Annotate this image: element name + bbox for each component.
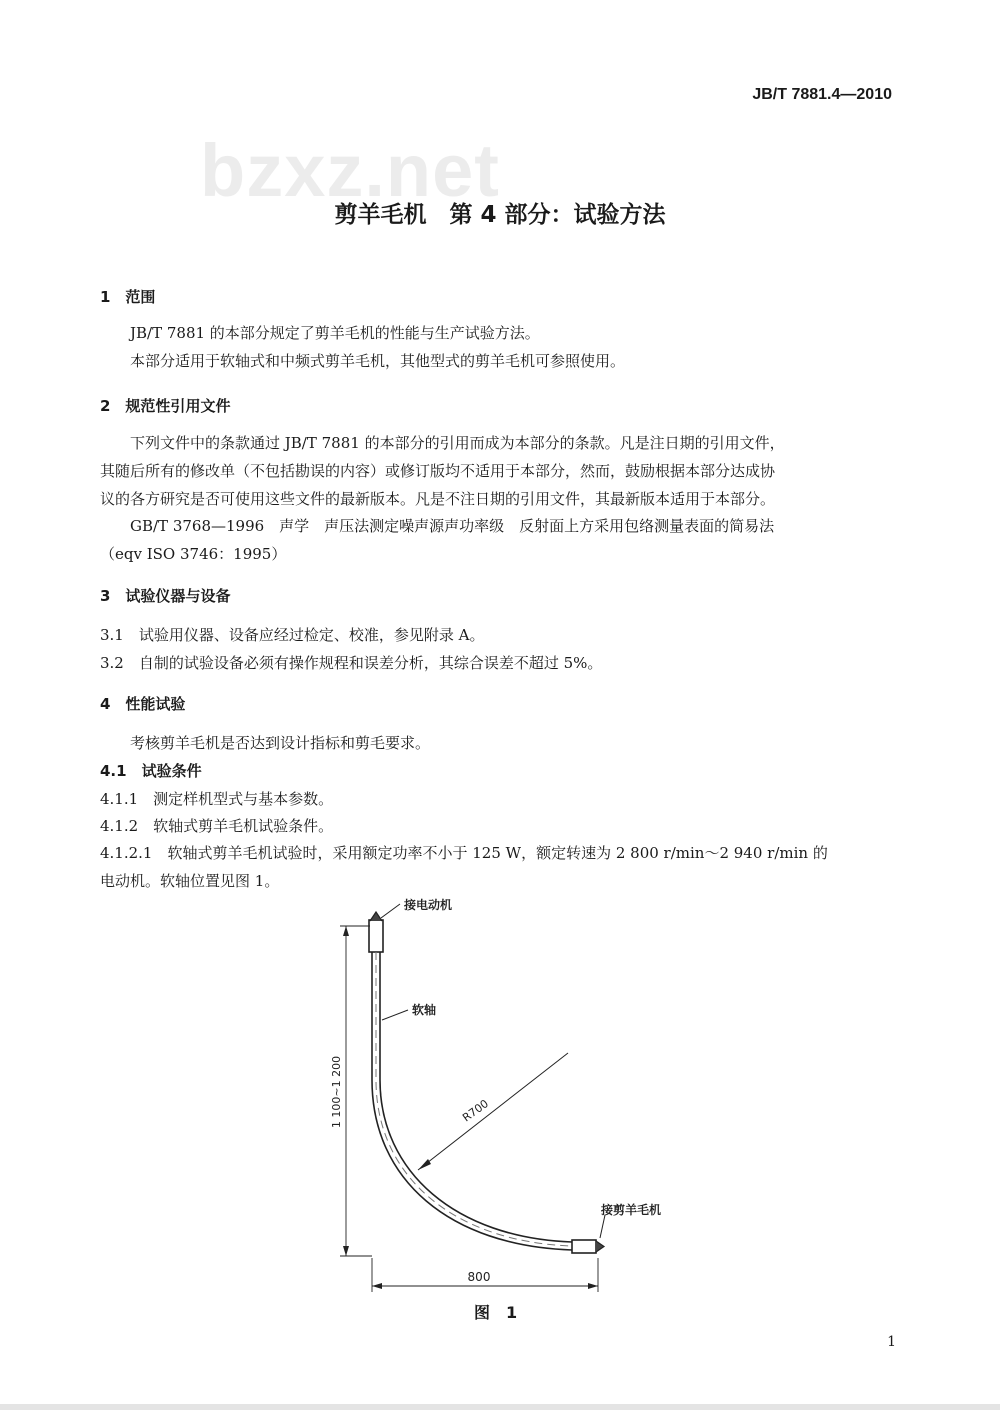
- width-arrow-right: [588, 1283, 598, 1289]
- section-1-paragraph: JB/T 7881 的本部分规定了剪羊毛机的性能与生产试验方法。: [130, 324, 540, 342]
- radius-label: R700: [460, 1097, 491, 1125]
- flexible-shaft-inner: [380, 952, 572, 1242]
- clause-3-1: 3.1 试验用仪器、设备应经过检定、校准，参见附录 A。: [100, 626, 485, 644]
- section-1-paragraph: 本部分适用于软轴式和中频式剪羊毛机，其他型式的剪羊毛机可参照使用。: [130, 352, 626, 370]
- clause-4-1-2-1: 4.1.2.1 软轴式剪羊毛机试验时，采用额定功率不小于 125 W，额定转速为 2 800 r/min～2 940 r/min 的: [100, 844, 828, 862]
- height-arrow-top: [343, 926, 349, 936]
- section-1-heading: 1 范围: [100, 288, 156, 306]
- shaft-label: 软轴: [412, 1003, 437, 1017]
- section-4-paragraph: 考核剪羊毛机是否达到设计指标和剪毛要求。: [130, 734, 431, 752]
- width-label: 800: [467, 1270, 491, 1284]
- watermark: bzxz.net: [200, 129, 500, 212]
- reference-entry: GB/T 3768—1996 声学 声压法测定噪声源声功率级 反射面上方采用包络测量表面的简易法: [130, 517, 775, 535]
- clause-4-1-2: 4.1.2 软轴式剪羊毛机试验条件。: [100, 817, 334, 835]
- height-label: 1 100~1 200: [330, 1055, 343, 1129]
- clause-3-2: 3.2 自制的试验设备必须有操作规程和误差分析，其综合误差不超过 5%。: [100, 654, 603, 672]
- clause-4-1-2-1: 电动机。软轴位置见图 1。: [100, 872, 280, 890]
- page-number: 1: [887, 1334, 896, 1350]
- section-2-paragraph: 其随后所有的修改单（不包括勘误的内容）或修订版均不适用于本部分，然而，鼓励根据本部分达成协: [100, 462, 776, 480]
- section-2-paragraph: 议的各方研究是否可使用这些文件的最新版本。凡是不注日期的引用文件，其最新版本适用于本部分。: [100, 490, 776, 508]
- section-4-heading: 4 性能试验: [100, 695, 186, 713]
- motor-leader-line: [381, 904, 400, 918]
- radius-line: [418, 1053, 568, 1170]
- motor-connector: [369, 920, 383, 952]
- clipper-leader-line: [600, 1215, 605, 1238]
- figure-1-diagram: [320, 890, 700, 1300]
- clause-4-1: 4.1 试验条件: [100, 762, 202, 780]
- clipper-label: 接剪羊毛机: [601, 1203, 662, 1217]
- motor-label: 接电动机: [404, 898, 453, 912]
- width-arrow-left: [372, 1283, 382, 1289]
- section-3-heading: 3 试验仪器与设备: [100, 587, 231, 605]
- section-2-paragraph: 下列文件中的条款通过 JB/T 7881 的本部分的引用而成为本部分的条款。凡是注日期的引用文件，: [130, 434, 785, 452]
- flexible-shaft-outer: [372, 952, 572, 1250]
- shaft-leader-line: [382, 1010, 408, 1020]
- document-title: 剪羊毛机 第 4 部分：试验方法: [334, 202, 666, 228]
- flexible-shaft-core: [376, 952, 572, 1246]
- height-arrow-bottom: [343, 1246, 349, 1256]
- figure-caption: 图 1: [474, 1303, 518, 1322]
- section-2-heading: 2 规范性引用文件: [100, 397, 231, 415]
- standard-number: JB/T 7881.4—2010: [752, 86, 892, 103]
- radius-arrow: [418, 1159, 431, 1170]
- clipper-connector: [572, 1240, 596, 1253]
- clause-4-1-1: 4.1.1 测定样机型式与基本参数。: [100, 790, 334, 808]
- page-bottom-edge: [0, 1404, 1000, 1410]
- clipper-connector-cap: [596, 1241, 604, 1252]
- motor-connector-cap: [370, 912, 382, 921]
- reference-entry: （eqv ISO 3746：1995）: [100, 545, 287, 563]
